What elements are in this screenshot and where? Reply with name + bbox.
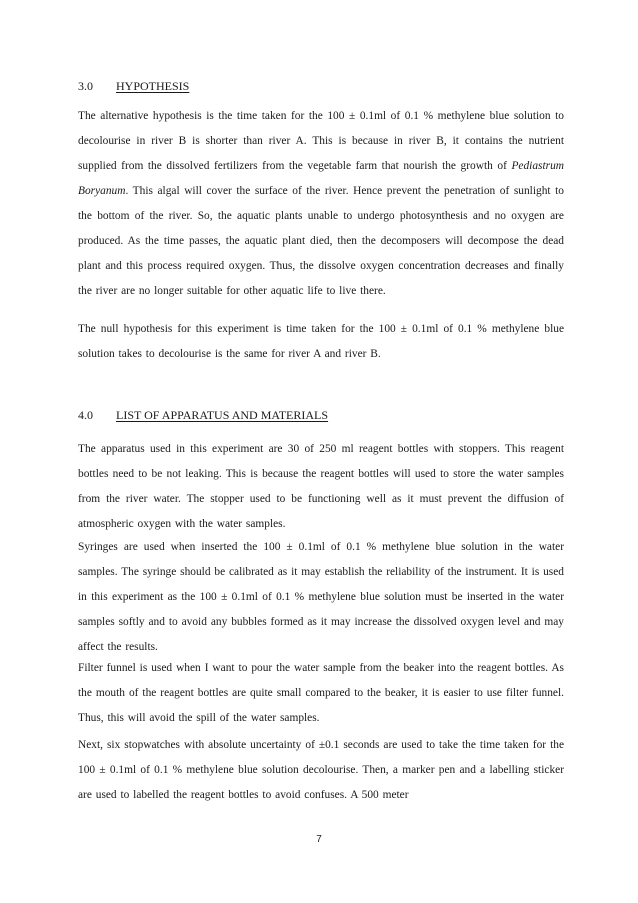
- paragraph-text: Filter funnel is used when I want to pour the water sample from the beaker into the reagent bottles. As the mouth of the reagent bottles are quite small compared to the beaker, it is easier to use filter funnel. Thus, this will avoid the spill of the water samples.: [78, 662, 564, 724]
- section-number: 3.0: [78, 79, 93, 93]
- page-number: 7: [316, 834, 322, 845]
- alternative-hypothesis-paragraph: [78, 104, 564, 304]
- apparatus-paragraph-bottles: [78, 437, 564, 537]
- hypothesis-heading: [78, 77, 564, 95]
- paragraph-text: Syringes are used when inserted the 100 ± 0.1ml of 0.1 % methylene blue solution in the water samples. The syringe should be calibrated as it may establish the reliability of the instrument. It is used in this experiment as the 100 ± 0.1ml of 0.1 % methylene blue solution must be inserted in the water samples softly and to avoid any bubbles formed as it may increase the dissolved oxygen level and may affect the results.: [78, 541, 564, 653]
- paragraph-text: Next, six stopwatches with absolute uncertainty of ±0.1 seconds are used to take the time taken for the 100 ± 0.1ml of 0.1 % methylene blue solution decolourise. Then, a marker pen and a labelling sticker are used to labelled the reagent bottles to avoid confuses. A 500 meter: [78, 739, 564, 801]
- paragraph-text: The apparatus used in this experiment are 30 of 250 ml reagent bottles with stoppers. This reagent bottles need to be not leaking. This is because the reagent bottles will used to store the water samples from the river water. The stopper used to be functioning well as it must prevent the diffusion of atmospheric oxygen with the water samples.: [78, 443, 564, 530]
- apparatus-paragraph-syringes: [78, 535, 564, 660]
- alt-hypothesis-text-end: . This algal will cover the surface of the river. Hence prevent the penetration of sunlight to the bottom of the river. So, the aquatic plants unable to undergo photosynthesis and no oxygen are produced. As the time passes, the aquatic plant died, then the decomposers will decompose the dead plant and this process required oxygen. Thus, the dissolve oxygen concentration decreases and finally the river are no longer suitable for other aquatic life to live there.: [78, 185, 564, 297]
- apparatus-paragraph-stopwatches: [78, 733, 564, 808]
- null-hypothesis-paragraph: [78, 317, 564, 367]
- null-hypothesis-text: The null hypothesis for this experiment is time taken for the 100 ± 0.1ml of 0.1 % methylene blue solution takes to decolourise is the same for river A and river B.: [78, 323, 564, 360]
- section-number: 4.0: [78, 408, 93, 422]
- section-title: HYPOTHESIS: [116, 79, 190, 93]
- alt-hypothesis-text-start: The alternative hypothesis is the time taken for the 100 ± 0.1ml of 0.1 % methylene blue solution to decolourise in river B is shorter than river A. This is because in river B, it contains the nutrient supplied from the dissolved fertilizers from the vegetable farm that nourish the growth of: [78, 110, 564, 172]
- species-name: Pediastrum Boryanum: [78, 160, 564, 197]
- section-title: LIST OF APPARATUS AND MATERIALS: [116, 408, 329, 422]
- apparatus-heading: [78, 406, 564, 424]
- apparatus-paragraph-funnel: [78, 656, 564, 731]
